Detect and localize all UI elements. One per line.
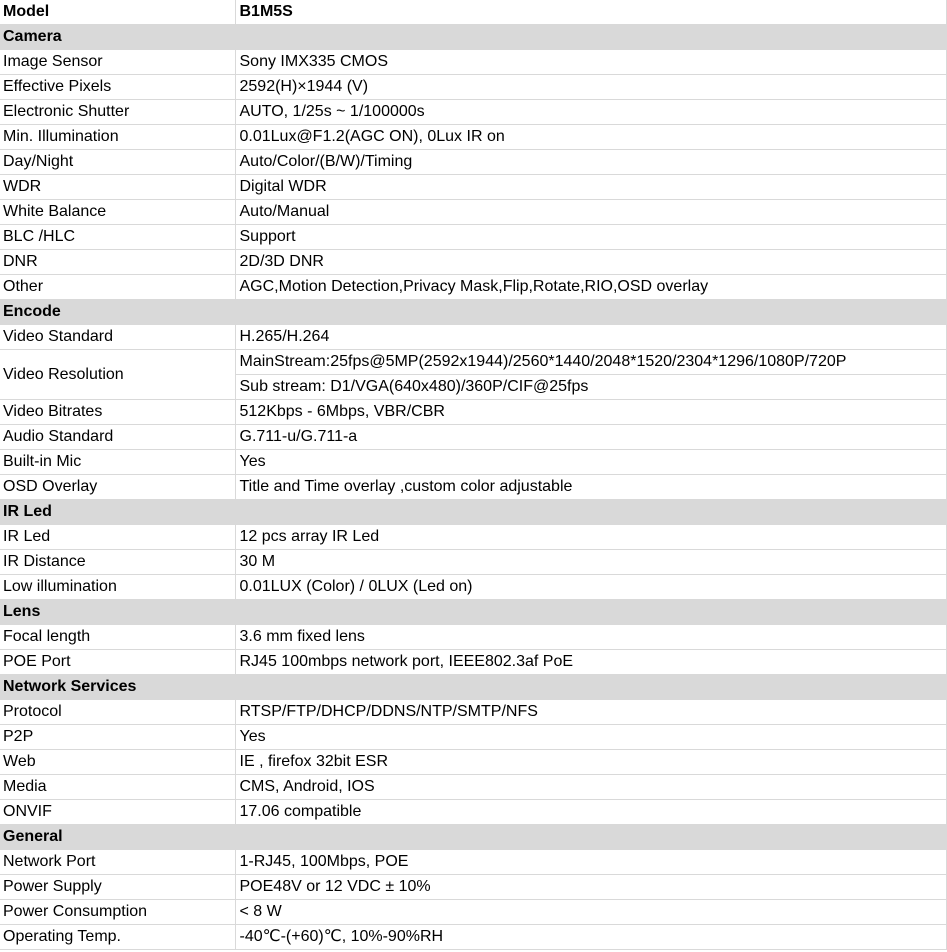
- section-header: [0, 300, 946, 325]
- spec-label: ONVIF: [0, 800, 235, 825]
- spec-label: OSD Overlay: [0, 475, 235, 500]
- spec-label: Focal length: [0, 625, 235, 650]
- spec-row: [0, 175, 946, 200]
- spec-value: 1-RJ45, 100Mbps, POE: [235, 850, 946, 875]
- spec-label: DNR: [0, 250, 235, 275]
- spec-value: Auto/Color/(B/W)/Timing: [235, 150, 946, 175]
- spec-row: [0, 200, 946, 225]
- spec-row: [0, 75, 946, 100]
- spec-value: RTSP/FTP/DHCP/DDNS/NTP/SMTP/NFS: [235, 700, 946, 725]
- spec-value: 0.01Lux@F1.2(AGC ON), 0Lux IR on: [235, 125, 946, 150]
- section-header: [0, 825, 946, 850]
- spec-value: AUTO, 1/25s ~ 1/100000s: [235, 100, 946, 125]
- spec-value: < 8 W: [235, 900, 946, 925]
- spec-label: Other: [0, 275, 235, 300]
- spec-label: Low illumination: [0, 575, 235, 600]
- section-header: [0, 600, 946, 625]
- spec-value-line: MainStream:25fps@5MP(2592x1944)/2560*1440/2048*1520/2304*1296/1080P/720P: [236, 350, 946, 375]
- spec-row: [0, 725, 946, 750]
- spec-value: Sony IMX335 CMOS: [235, 50, 946, 75]
- spec-row: [0, 925, 946, 950]
- spec-row: [0, 225, 946, 250]
- spec-row: [0, 400, 946, 425]
- spec-label: Protocol: [0, 700, 235, 725]
- spec-label: Electronic Shutter: [0, 100, 235, 125]
- spec-row: [0, 100, 946, 125]
- spec-row: [0, 700, 946, 725]
- spec-value: Support: [235, 225, 946, 250]
- spec-row: [0, 150, 946, 175]
- spec-value: 2D/3D DNR: [235, 250, 946, 275]
- section-spacer: [235, 25, 946, 50]
- spec-value: G.711-u/G.711-a: [235, 425, 946, 450]
- spec-row: [0, 800, 946, 825]
- spec-value: Auto/Manual: [235, 200, 946, 225]
- spec-row: [0, 850, 946, 875]
- spec-label: Video Resolution: [0, 350, 235, 400]
- spec-label: Effective Pixels: [0, 75, 235, 100]
- spec-value: -40℃-(+60)℃, 10%-90%RH: [235, 925, 946, 950]
- spec-row: [0, 575, 946, 600]
- spec-row: [0, 875, 946, 900]
- spec-value: 17.06 compatible: [235, 800, 946, 825]
- spec-label: Min. Illumination: [0, 125, 235, 150]
- spec-label: Video Bitrates: [0, 400, 235, 425]
- spec-label: IR Led: [0, 525, 235, 550]
- spec-row: [0, 250, 946, 275]
- section-spacer: [235, 600, 946, 625]
- spec-label: Power Supply: [0, 875, 235, 900]
- spec-label: Operating Temp.: [0, 925, 235, 950]
- spec-value: Yes: [235, 450, 946, 475]
- section-title: General: [0, 825, 235, 850]
- section-spacer: [235, 675, 946, 700]
- section-title: Lens: [0, 600, 235, 625]
- spec-label: Media: [0, 775, 235, 800]
- spec-value: Title and Time overlay ,custom color adjustable: [235, 475, 946, 500]
- spec-label: Day/Night: [0, 150, 235, 175]
- spec-row: [0, 900, 946, 925]
- spec-value: IE , firefox 32bit ESR: [235, 750, 946, 775]
- spec-row: [0, 50, 946, 75]
- spec-value: H.265/H.264: [235, 325, 946, 350]
- spec-value-line: Sub stream: D1/VGA(640x480)/360P/CIF@25fps: [239, 378, 589, 395]
- model-value: B1M5S: [235, 0, 946, 25]
- section-title: Camera: [0, 25, 235, 50]
- spec-row: [0, 750, 946, 775]
- spec-value: 12 pcs array IR Led: [235, 525, 946, 550]
- spec-label: IR Distance: [0, 550, 235, 575]
- spec-row: [0, 275, 946, 300]
- section-title: Encode: [0, 300, 235, 325]
- spec-label: Image Sensor: [0, 50, 235, 75]
- section-title: IR Led: [0, 500, 235, 525]
- spec-label: Power Consumption: [0, 900, 235, 925]
- spec-label: P2P: [0, 725, 235, 750]
- spec-row: [0, 775, 946, 800]
- spec-label: Network Port: [0, 850, 235, 875]
- spec-row: [0, 525, 946, 550]
- spec-value: POE48V or 12 VDC ± 10%: [235, 875, 946, 900]
- spec-label: Audio Standard: [0, 425, 235, 450]
- model-row: [0, 0, 946, 25]
- section-spacer: [235, 300, 946, 325]
- spec-label: BLC /HLC: [0, 225, 235, 250]
- section-spacer: [235, 825, 946, 850]
- spec-value: Yes: [235, 725, 946, 750]
- spec-value: AGC,Motion Detection,Privacy Mask,Flip,Rotate,RIO,OSD overlay: [235, 275, 946, 300]
- spec-label: White Balance: [0, 200, 235, 225]
- spec-label: Web: [0, 750, 235, 775]
- spec-label: Video Standard: [0, 325, 235, 350]
- spec-value: 512Kbps - 6Mbps, VBR/CBR: [235, 400, 946, 425]
- section-header: [0, 675, 946, 700]
- spec-row: [0, 625, 946, 650]
- spec-row: [0, 425, 946, 450]
- spec-row: [0, 650, 946, 675]
- section-title: Network Services: [0, 675, 235, 700]
- spec-row: [0, 550, 946, 575]
- section-spacer: [235, 500, 946, 525]
- spec-label: POE Port: [0, 650, 235, 675]
- section-header: [0, 500, 946, 525]
- model-label: Model: [0, 0, 235, 25]
- spec-row: [0, 450, 946, 475]
- spec-value: CMS, Android, IOS: [235, 775, 946, 800]
- spec-value: RJ45 100mbps network port, IEEE802.3af PoE: [235, 650, 946, 675]
- spec-row: [0, 125, 946, 150]
- spec-value: Digital WDR: [235, 175, 946, 200]
- spec-row: [0, 325, 946, 350]
- spec-row: [0, 350, 946, 400]
- section-header: [0, 25, 946, 50]
- spec-label: Built-in Mic: [0, 450, 235, 475]
- spec-row: [0, 475, 946, 500]
- spec-label: WDR: [0, 175, 235, 200]
- spec-value: 3.6 mm fixed lens: [235, 625, 946, 650]
- spec-value: 2592(H)×1944 (V): [235, 75, 946, 100]
- spec-value: 30 M: [235, 550, 946, 575]
- spec-value: 0.01LUX (Color) / 0LUX (Led on): [235, 575, 946, 600]
- spec-value-group: [235, 350, 946, 400]
